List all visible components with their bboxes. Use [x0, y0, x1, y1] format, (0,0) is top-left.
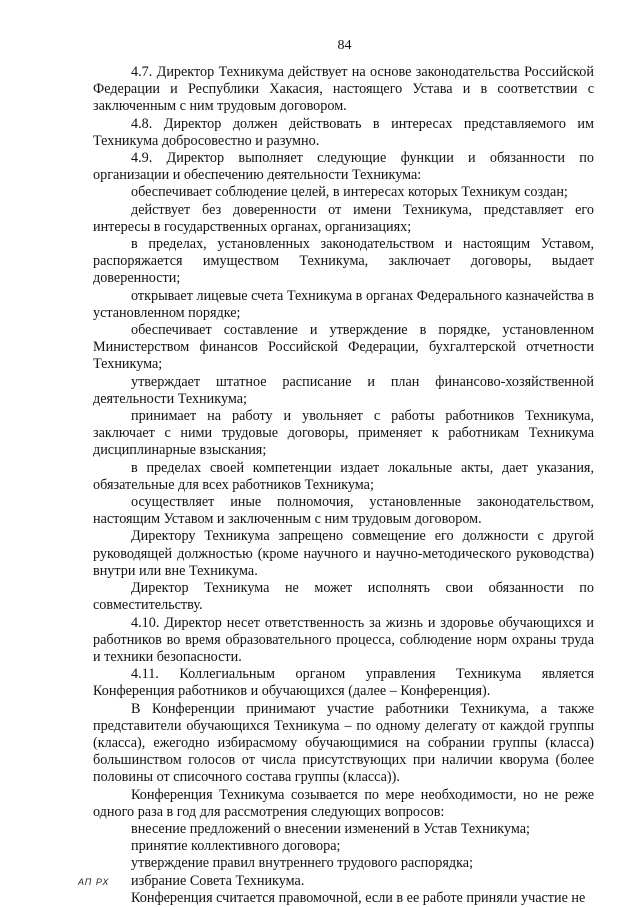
list-item: утверждение правил внутреннего трудового распорядка;	[131, 855, 474, 872]
paragraph-text: Конференция Техникума созывается по мере необходимости, но не реже одного раза в год для рассмотрения следующих вопросов:	[93, 786, 594, 820]
paragraph-text: Конференция считается правомочной, если в ее работе приняли участие не	[131, 889, 586, 906]
list-item: осуществляет иные полномочия, установленные законодательством, настоящим Уставом и заключенным с ним трудовым договором.	[93, 494, 594, 528]
list-item: обеспечивает составление и утверждение в порядке, установленном Министерством финансов Российской Федерации, бухгалтерской отчетности Техникума;	[93, 322, 594, 373]
list-item: принятие коллективного договора;	[131, 838, 341, 855]
list-item: действует без доверенности от имени Техникума, представляет его интересы в государственных органах, организациях;	[93, 201, 594, 235]
document-body	[93, 64, 594, 907]
paragraph-text: В Конференции принимают участие работники Техникума, а также представители обучающихся Техникума – по одному делегату от каждой группы (класса), ежегодно избирасмому обучающимися на собрании группы (класса) большинством голосов от числа присутствующих при наличии кворума (более половины от списочного состава группы (класса)).	[93, 700, 594, 786]
list-item: избрание Совета Техникума.	[131, 872, 305, 889]
paragraph-4-7: 4.7. Директор Техникума действует на основе законодательства Российской Федерации и Республики Хакасия, настоящего Устава и в соответствии с заключенным с ним трудовым договором.	[93, 64, 594, 115]
paragraph-text: Директор Техникума не может исполнять свои обязанности по совместительству.	[93, 580, 594, 614]
page-number: 84	[337, 38, 352, 53]
paragraph-4-9: 4.9. Директор выполняет следующие функции и обязанности по организации и обеспечению деятельности Техникума:	[93, 150, 594, 184]
list-item: утверждает штатное расписание и план финансово-хозяйственной деятельности Техникума;	[93, 373, 594, 407]
paragraph-4-10: 4.10. Директор несет ответственность за жизнь и здоровье обучающихся и работников во время образовательного процесса, соблюдение норм охраны труда и техники безопасности.	[93, 614, 594, 665]
paragraph-4-8: 4.8. Директор должен действовать в интересах представляемого им Техникума добросовестно и разумно.	[93, 115, 594, 149]
paragraph-4-11: 4.11. Коллегиальным органом управления Техникума является Конференция работников и обучающихся (далее – Конференция).	[93, 666, 594, 700]
list-item: в пределах своей компетенции издает локальные акты, дает указания, обязательные для всех работников Техникума;	[93, 459, 594, 493]
paragraph-text: Директору Техникума запрещено совмещение его должности с другой руководящей должностью (кроме научного и научно-методического руководства) внутри или вне Техникума.	[93, 528, 594, 579]
list-item: принимает на работу и увольняет с работы работников Техникума, заключает с ними трудовые договоры, применяет к работникам Техникума дисциплинарные взыскания;	[93, 408, 594, 459]
footer-mark: АП РХ	[78, 877, 110, 887]
list-item: обеспечивает соблюдение целей, в интересах которых Техникум создан;	[131, 184, 568, 201]
list-item: в пределах, установленных законодательством и настоящим Уставом, распоряжается имуществом Техникума, заключает договоры, выдает доверенности;	[93, 236, 594, 287]
list-item: внесение предложений о внесении изменений в Устав Техникума;	[131, 820, 531, 837]
list-item: открывает лицевые счета Техникума в органах Федерального казначейства в установленном порядке;	[93, 287, 594, 321]
